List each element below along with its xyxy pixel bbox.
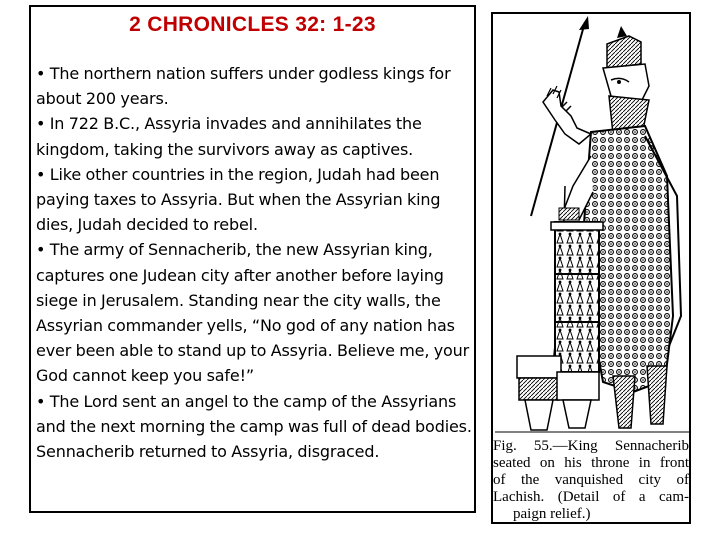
- bullet-list: [36, 61, 472, 464]
- caption-line: Lachish. (Detail of a cam-: [493, 489, 689, 505]
- caption-line: seated on his throne in front: [493, 455, 689, 471]
- bullet-item: • The army of Sennacherib, the new Assyrian king, captures one Judean city after another before laying siege in Jerusalem. Standing near the city walls, the Assyrian commander yells, “No god of any nation has ever been able to stand up to Assyria. Believe me, your God cannot keep you safe!”: [36, 240, 470, 386]
- bullet-item: • Like other countries in the region, Judah had been paying taxes to Assyria. But when the Assyrian king dies, Judah decided to rebel.: [36, 164, 441, 235]
- caption-line: Fig. 55.—King Sennacherib: [493, 438, 689, 454]
- figure-caption: [493, 438, 689, 523]
- bullet-item: • The northern nation suffers under godless kings for about 200 years.: [36, 64, 451, 109]
- text-box: [29, 5, 476, 513]
- caption-line: of the vanquished city of: [493, 472, 689, 488]
- figure-frame: [491, 12, 691, 524]
- bullet-item: • In 722 B.C., Assyria invades and annihilates the kingdom, taking the survivors away as captives.: [36, 114, 422, 159]
- caption-line: paign relief.): [513, 506, 591, 522]
- bullet-item: • The Lord sent an angel to the camp of the Assyrians and the next morning the camp was full of dead bodies. Sennacherib returned to Assyria, disgraced.: [36, 391, 472, 462]
- slide-title: 2 CHRONICLES 32: 1-23: [129, 13, 376, 36]
- sennacherib-relief-illustration: [495, 16, 689, 434]
